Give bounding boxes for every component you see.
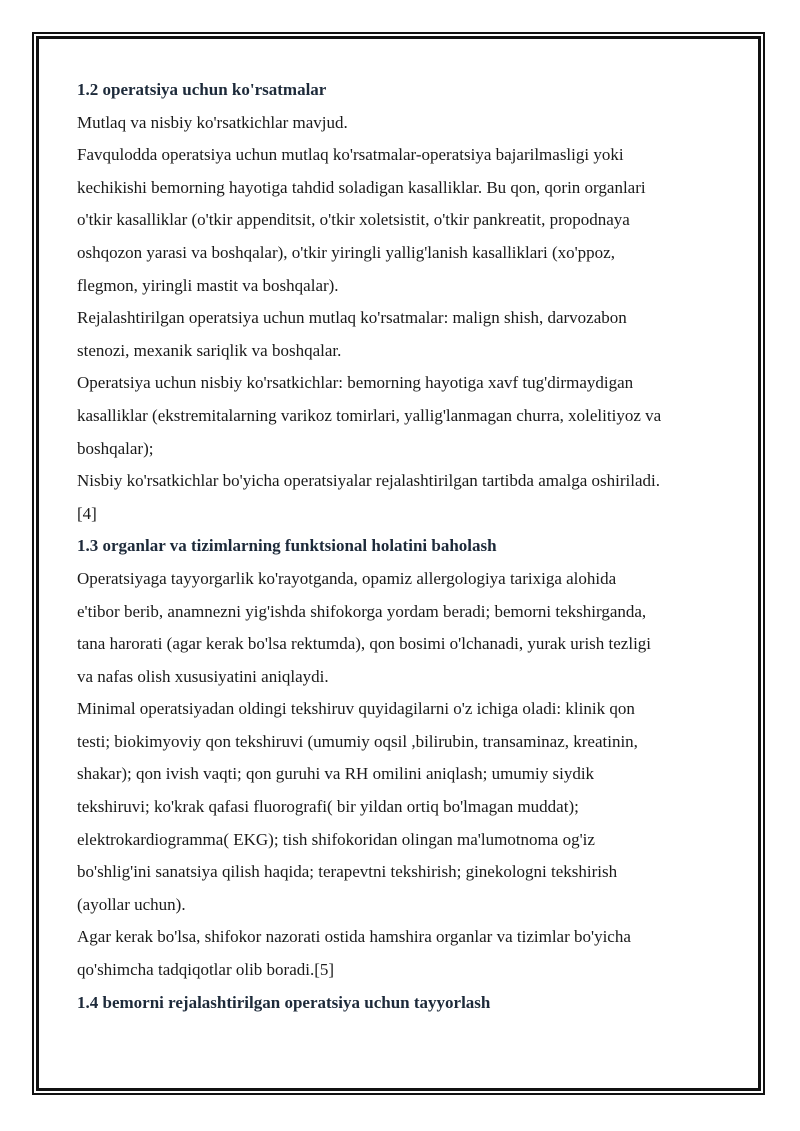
section-heading-1-4: 1.4 bemorni rejalashtirilgan operatsiya uchun tayyorlash [77,992,491,1012]
text-line: e'tibor berib, anamnezni yig'ishda shifokorga yordam beradi; bemorni tekshirganda, [77,601,647,621]
text-line: Rejalashtirilgan operatsiya uchun mutlaq ko'rsatmalar: malign shish, darvozabon [77,308,627,328]
text-line: (ayollar uchun). [77,894,186,914]
text-line: Mutlaq va nisbiy ko'rsatkichlar mavjud. [77,112,348,132]
text-line: va nafas olish xususiyatini aniqlaydi. [77,666,329,686]
text-line: o'tkir kasalliklar (o'tkir appenditsit, o'tkir xoletsistit, o'tkir pankreatit, propodnaya [77,210,630,230]
text-line: elektrokardiogramma( EKG); tish shifokoridan olingan ma'lumotnoma og'iz [77,829,595,849]
text-line: testi; biokimyoviy qon tekshiruvi (umumiy oqsil ,bilirubin, transaminaz, kreatinin, [77,731,638,751]
section-heading-1-2: 1.2 operatsiya uchun ko'rsatmalar [77,80,327,99]
text-line: Minimal operatsiyadan oldingi tekshiruv quyidagilarni o'z ichiga oladi: klinik qon [77,699,635,719]
text-line: Favqulodda operatsiya uchun mutlaq ko'rsatmalar-operatsiya bajarilmasligi yoki [77,145,624,165]
section-heading-1-3: 1.3 organlar va tizimlarning funktsional holatini baholash [77,536,497,556]
text-line: boshqalar); [77,438,154,458]
text-line: tekshiruvi; ko'krak qafasi fluorografi( bir yildan ortiq bo'lmagan muddat); [77,797,579,817]
citation-reference: [4] [77,503,97,523]
text-line: Nisbiy ko'rsatkichlar bo'yicha operatsiyalar rejalashtirilgan tartibda amalga oshiriladi. [77,471,660,491]
text-line: flegmon, yiringli mastit va boshqalar). [77,275,339,295]
text-line: Agar kerak bo'lsa, shifokor nazorati ostida hamshira organlar va tizimlar bo'yicha [77,927,631,947]
text-line: Operatsiya uchun nisbiy ko'rsatkichlar: bemorning hayotiga xavf tug'dirmaydigan [77,373,634,393]
text-line: shakar); qon ivish vaqti; qon guruhi va RH omilini aniqlash; umumiy siydik [77,764,595,784]
text-line: bo'shlig'ini sanatsiya qilish haqida; terapevtni tekshirish; ginekologni tekshirish [77,862,618,882]
text-line: stenozi, mexanik sariqlik va boshqalar. [77,340,342,360]
text-line: Operatsiyaga tayyorgarlik ko'rayotganda, opamiz allergologiya tarixiga alohida [77,568,617,588]
document-body [77,74,737,1019]
text-line: oshqozon yarasi va boshqalar), o'tkir yiringli yallig'lanish kasalliklari (xo'ppoz, [77,242,615,262]
text-line: kasalliklar (ekstremitalarning varikoz tomirlari, yallig'lanmagan churra, xolelitiyoz va [77,405,662,425]
text-line: tana harorati (agar kerak bo'lsa rektumda), qon bosimi o'lchanadi, yurak urish tezligi [77,634,652,654]
text-line: kechikishi bemorning hayotiga tahdid soladigan kasalliklar. Bu qon, qorin organlari [77,177,646,197]
text-line: qo'shimcha tadqiqotlar olib boradi.[5] [77,960,335,980]
